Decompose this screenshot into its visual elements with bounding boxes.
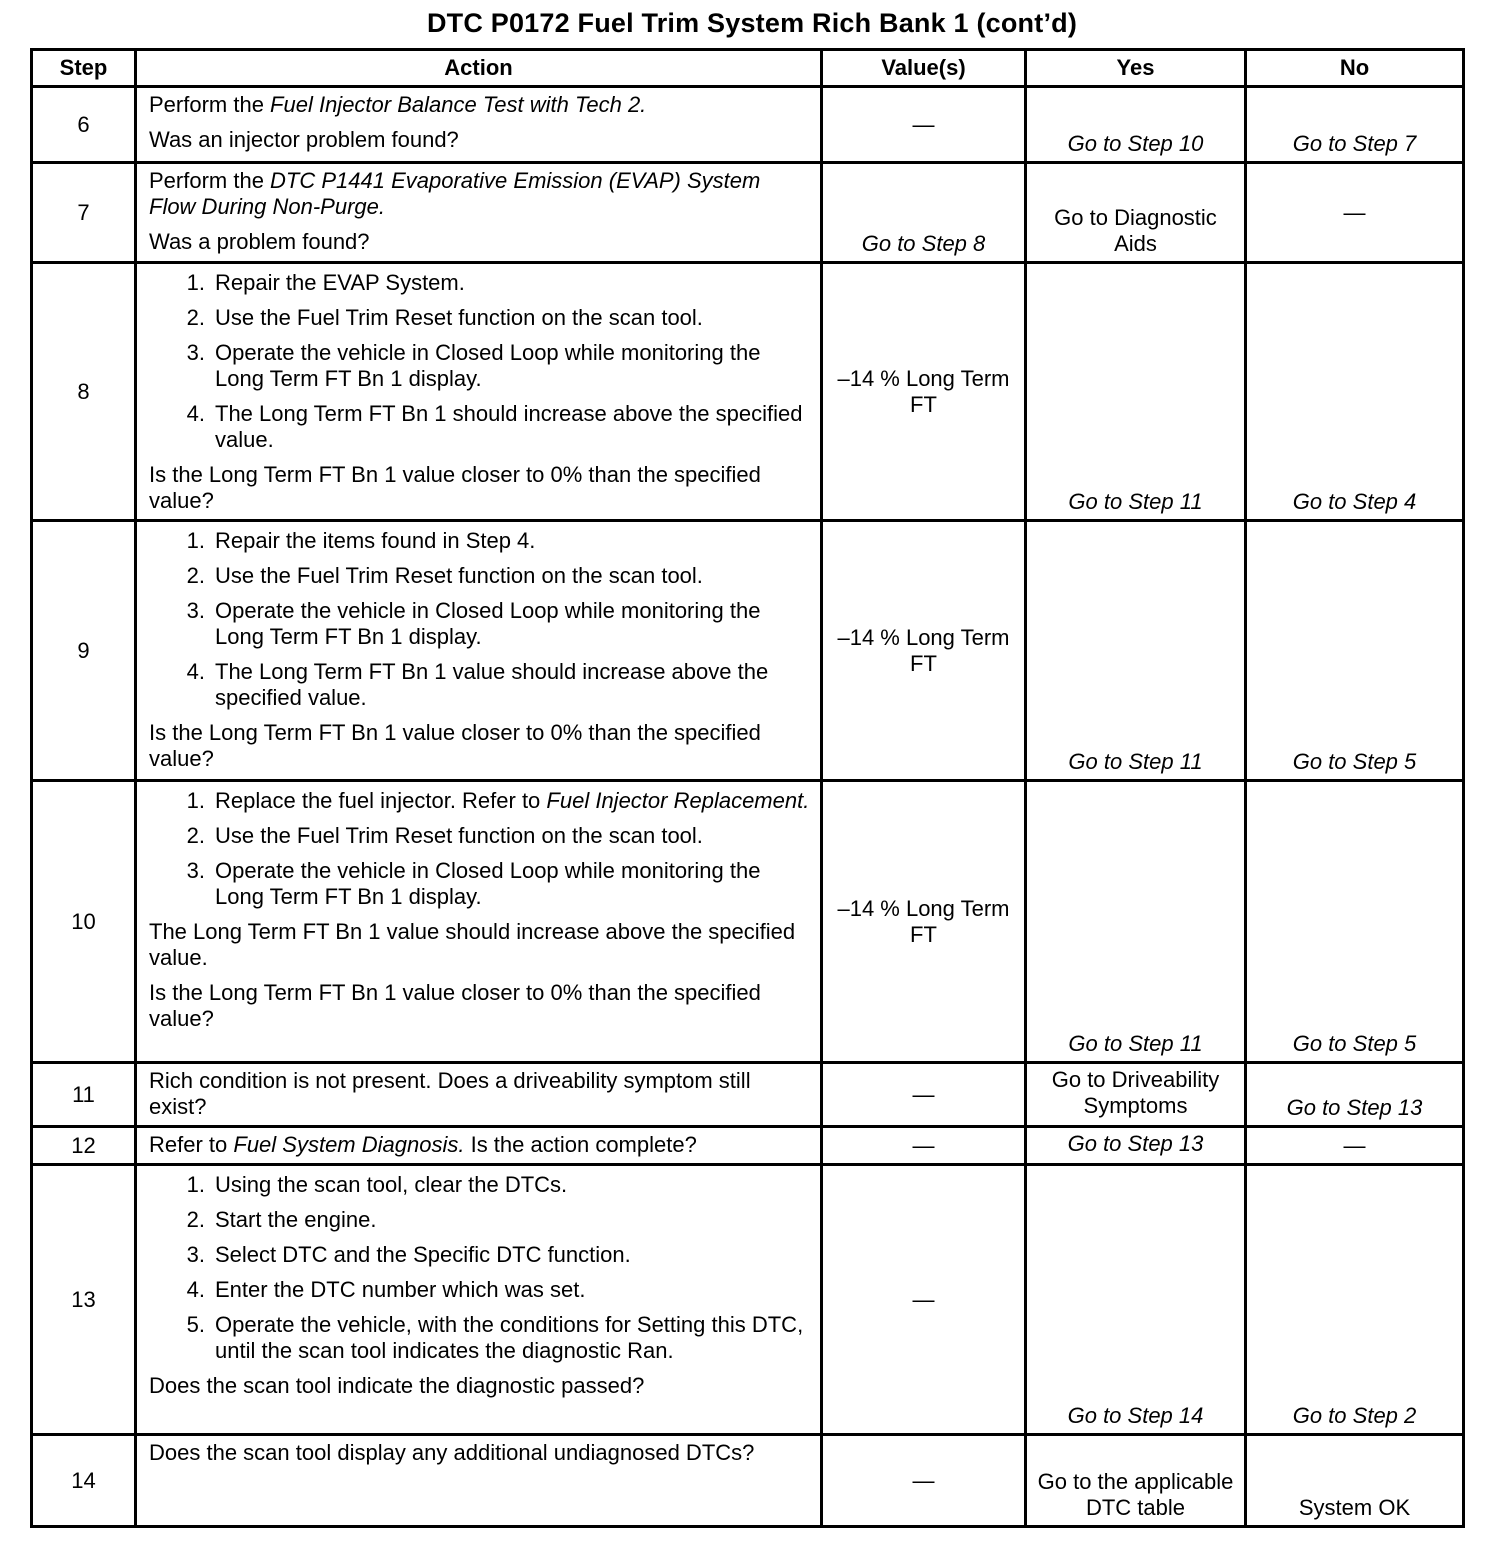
yes-cell: Go to Diagnostic Aids [1026, 163, 1246, 263]
question-text: Is the Long Term FT Bn 1 value closer to 0% than the specified value? [149, 720, 761, 771]
question-text: Is the Long Term FT Bn 1 value closer to 0% than the specified value? [149, 980, 761, 1031]
list-item: 3. Operate the vehicle in Closed Loop while monitoring the Long Term FT Bn 1 display. [186, 598, 761, 649]
yes-cell: Go to Step 11 [1026, 521, 1246, 781]
action-cell [136, 781, 822, 1063]
step-number: 9 [32, 521, 136, 781]
yes-cell: Go to Step 10 [1026, 87, 1246, 163]
action-cell: Refer to Fuel System Diagnosis. Is the action complete? [136, 1127, 822, 1165]
no-cell: — [1246, 1127, 1464, 1165]
question-text: Was an injector problem found? [149, 127, 459, 152]
action-cell: Rich condition is not present. Does a driveability symptom still exist? [136, 1063, 822, 1127]
list-item: 1. Repair the items found in Step 4. [186, 528, 536, 553]
list-item: 1. Repair the EVAP System. [186, 270, 465, 295]
dtc-table [30, 48, 1465, 1528]
step-number: 12 [32, 1127, 136, 1165]
step-number: 10 [32, 781, 136, 1063]
yes-cell: Go to Driveability Symptoms [1026, 1063, 1246, 1127]
step-number: 13 [32, 1165, 136, 1435]
no-cell: Go to Step 4 [1246, 263, 1464, 521]
yes-cell: Go to Step 13 [1026, 1127, 1246, 1165]
header-no: No [1246, 50, 1464, 87]
header-values: Value(s) [822, 50, 1026, 87]
no-cell: Go to Step 13 [1246, 1063, 1464, 1127]
list-item: 3. Select DTC and the Specific DTC function. [186, 1242, 631, 1267]
question-text: Does the scan tool indicate the diagnostic passed? [149, 1373, 645, 1398]
table-row [32, 1063, 1464, 1127]
list-item: 3. Operate the vehicle in Closed Loop while monitoring the Long Term FT Bn 1 display. [186, 858, 761, 909]
procedure-link: Fuel System Diagnosis. [233, 1132, 465, 1157]
header-step: Step [32, 50, 136, 87]
list-item: 2. Use the Fuel Trim Reset function on the scan tool. [186, 305, 703, 330]
procedure-list [149, 788, 810, 910]
value-cell: — [822, 1063, 1026, 1127]
question-text: Is the Long Term FT Bn 1 value closer to 0% than the specified value? [149, 462, 761, 513]
action-cell [136, 263, 822, 521]
table-row [32, 781, 1464, 1063]
yes-cell: Go to Step 11 [1026, 263, 1246, 521]
page-title: DTC P0172 Fuel Trim System Rich Bank 1 (cont’d) [426, 8, 1078, 38]
procedure-link: Fuel Injector Balance Test with Tech 2. [270, 92, 647, 117]
table-header-row [32, 50, 1464, 87]
no-cell: Go to Step 5 [1246, 521, 1464, 781]
procedure-list [149, 270, 810, 453]
table-row [32, 1435, 1464, 1527]
action-cell: Perform the DTC P1441 Evaporative Emission (EVAP) System Flow During Non-Purge. Was a problem found? [136, 163, 822, 263]
note-text: The Long Term FT Bn 1 value should increase above the specified value. [149, 919, 796, 970]
value-cell: — [822, 87, 1026, 163]
procedure-list [149, 1172, 810, 1364]
value-cell: –14 % Long Term FT [822, 263, 1026, 521]
step-number: 7 [32, 163, 136, 263]
question-text: Was a problem found? [149, 229, 370, 254]
value-cell: –14 % Long Term FT [822, 521, 1026, 781]
list-item: 3. Operate the vehicle in Closed Loop while monitoring the Long Term FT Bn 1 display. [186, 340, 761, 391]
header-yes: Yes [1026, 50, 1246, 87]
table-row [32, 87, 1464, 163]
value-cell: –14 % Long Term FT [822, 781, 1026, 1063]
list-item: 1. Replace the fuel injector. Refer to Fuel Injector Replacement. [186, 788, 810, 813]
action-cell: Does the scan tool display any additional undiagnosed DTCs? [136, 1435, 822, 1527]
no-cell: Go to Step 5 [1246, 781, 1464, 1063]
list-item: 4. The Long Term FT Bn 1 should increase above the specified value. [186, 401, 803, 452]
procedure-list [149, 528, 810, 711]
action-cell: Perform the Fuel Injector Balance Test with Tech 2. Was an injector problem found? [136, 87, 822, 163]
header-action: Action [136, 50, 822, 87]
value-cell: — [822, 1435, 1026, 1527]
no-cell: Go to Step 7 [1246, 87, 1464, 163]
table-row [32, 263, 1464, 521]
table-row [32, 1165, 1464, 1435]
no-cell: — [1246, 163, 1464, 263]
list-item: 2. Use the Fuel Trim Reset function on the scan tool. [186, 563, 703, 588]
step-number: 8 [32, 263, 136, 521]
yes-cell: Go to Step 14 [1026, 1165, 1246, 1435]
list-item: 5. Operate the vehicle, with the conditions for Setting this DTC, until the scan tool indicates the diagnostic Ran. [186, 1312, 804, 1363]
procedure-link: Fuel Injector Replacement. [546, 788, 810, 813]
table-row [32, 163, 1464, 263]
list-item: 4. Enter the DTC number which was set. [186, 1277, 586, 1302]
value-cell: — [822, 1165, 1026, 1435]
list-item: 4. The Long Term FT Bn 1 value should increase above the specified value. [186, 659, 769, 710]
step-number: 6 [32, 87, 136, 163]
table-row [32, 1127, 1464, 1165]
yes-cell: Go to Step 11 [1026, 781, 1246, 1063]
procedure-link: DTC P1441 Evaporative Emission (EVAP) System Flow During Non-Purge. [149, 168, 761, 219]
action-cell [136, 521, 822, 781]
no-cell: System OK [1246, 1435, 1464, 1527]
table-row [32, 521, 1464, 781]
action-cell [136, 1165, 822, 1435]
no-cell: Go to Step 2 [1246, 1165, 1464, 1435]
value-cell: — [822, 1127, 1026, 1165]
step-number: 14 [32, 1435, 136, 1527]
list-item: 2. Start the engine. [186, 1207, 377, 1232]
value-cell: Go to Step 8 [822, 163, 1026, 263]
yes-cell: Go to the applicable DTC table [1026, 1435, 1246, 1527]
step-number: 11 [32, 1063, 136, 1127]
list-item: 2. Use the Fuel Trim Reset function on the scan tool. [186, 823, 703, 848]
list-item: 1. Using the scan tool, clear the DTCs. [186, 1172, 568, 1197]
